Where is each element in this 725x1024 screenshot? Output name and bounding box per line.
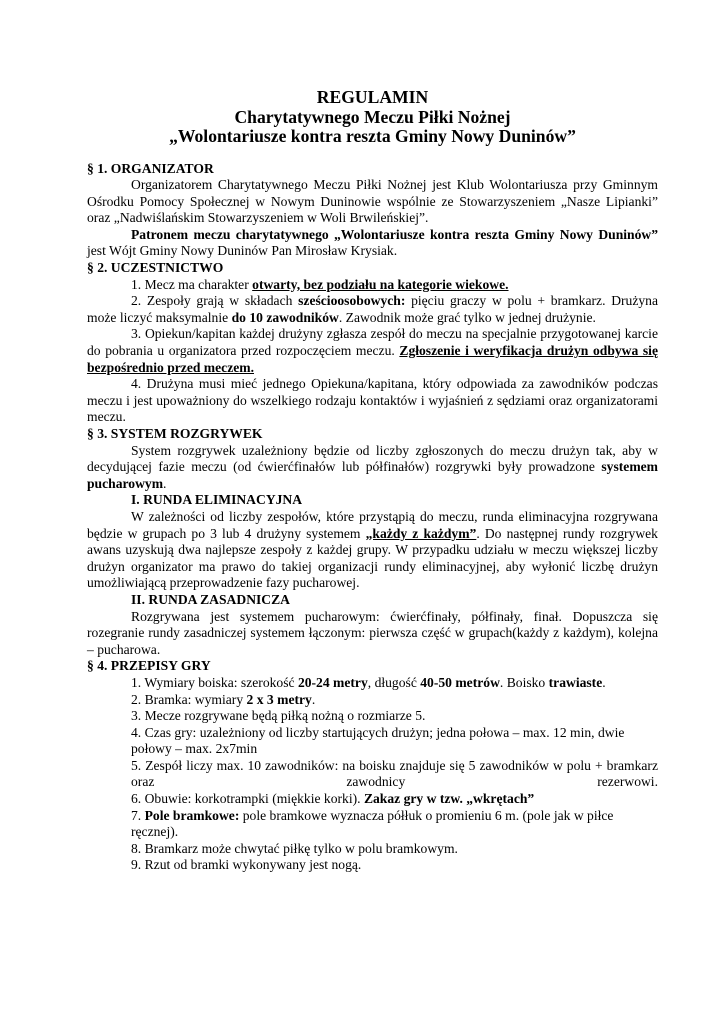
participation-item-2 xyxy=(87,293,658,326)
rules-item-3: 3. Mecze rozgrywane będą piłką nożną o rozmiarze 5. xyxy=(131,708,426,724)
item-text: pole bramkowe wyznacza półłuk o promieniu 6 m. (pole jak w piłce ręcznej). xyxy=(131,807,614,840)
item-emphasis: trawiaste xyxy=(548,674,603,690)
item-emphasis: do 10 zawodników xyxy=(231,309,339,325)
rules-item-2 xyxy=(87,692,658,709)
item-text: . xyxy=(602,674,606,690)
item-emphasis: Zgłoszenie i weryfikacja drużyn odbywa się bezpośrednio przed meczem. xyxy=(87,343,658,375)
item-emphasis: Zakaz gry w tzw. „wkrętach” xyxy=(363,791,535,807)
paragraph-emphasis: systemem pucharowym xyxy=(87,459,658,491)
item-text: 2. Zespoły grają w składach xyxy=(131,293,299,309)
item-emphasis: 40-50 metrów xyxy=(420,674,500,690)
participation-item-1 xyxy=(87,277,658,294)
participation-item-3 xyxy=(87,326,658,376)
item-emphasis: otwarty, bez podziału na kategorie wiekowe. xyxy=(252,276,509,292)
rules-item-8: 8. Bramkarz może chwytać piłkę tylko w polu bramkowym. xyxy=(131,840,458,856)
paragraph-text: . Do następnej rundy rozgrywek awans uzyskują dwa najlepsze zespoły z każdej grupy. W przypadku udziału w meczu większej liczby drużyn organizator ma prawo do takiej organizacji rundy eliminacyjnej, aby wyłonić liczbę drużyn umożliwiającą przeprowadzenie fazy pucharowej. xyxy=(87,525,658,591)
item-text: 6. Obuwie: korkotrampki (miękkie korki). xyxy=(131,791,364,807)
section-1-heading: § 1. ORGANIZATOR xyxy=(87,160,214,176)
item-emphasis: 20-24 metry xyxy=(297,674,368,690)
organizer-paragraph: Organizatorem Charytatywnego Meczu Piłki Nożnej jest Klub Wolontariusza przy Gminnym Ośrodku Pomocy Społecznej w Nowym Duninowie wspólnie ze Stowarzyszeniem „Nasze Lipianki” oraz „Nadwiślańskim Stowarzyszeniem w Woli Brwileńskiej”. xyxy=(87,177,658,226)
item-text: 1. Wymiary boiska: szerokość xyxy=(131,674,298,690)
main-round-heading: II. RUNDA ZASADNICZA xyxy=(131,591,290,607)
item-emphasis: Pole bramkowe: xyxy=(144,807,240,823)
regulation-document xyxy=(87,88,658,874)
item-text: 2. Bramka: wymiary xyxy=(131,691,247,707)
item-text: 7. xyxy=(131,807,145,823)
document-subtitle: Charytatywnego Meczu Piłki Nożnej xyxy=(234,106,511,127)
paragraph-text: . xyxy=(163,475,167,491)
rules-item-4: 4. Czas gry: uzależniony od liczby startujących drużyn; jedna połowa – max. 12 min, dwie połowy – max. 2x7min xyxy=(131,724,625,757)
rules-item-5: 5. Zespół liczy max. 10 zawodników: na boisku znajduje się 5 zawodników w polu + bramkarz oraz zawodnicy rezerwowi. xyxy=(131,757,658,790)
elimination-round-heading: I. RUNDA ELIMINACYJNA xyxy=(131,492,303,508)
item-text: , długość xyxy=(367,674,421,690)
elimination-round-paragraph xyxy=(87,509,658,592)
section-2-heading: § 2. UCZESTNICTWO xyxy=(87,260,224,276)
rules-item-6 xyxy=(87,791,658,808)
section-3-heading: § 3. SYSTEM ROZGRYWEK xyxy=(87,426,263,441)
participation-item-4: 4. Drużyna musi mieć jednego Opiekuna/kapitana, który odpowiada za zawodników podczas meczu i jest upoważniony do wszelkiego rodzaju kontaktów i wyjaśnień z sędziami oraz organizatorami meczu. xyxy=(87,376,658,425)
paragraph-text: System rozgrywek uzależniony będzie od liczby zgłoszonych do meczu drużyn tak, aby w decydującej fazie meczu (od ćwierćfinałów lub półfinałów) rozgrywki były prowadzone xyxy=(87,442,658,475)
rules-item-1 xyxy=(87,675,658,692)
item-text: 3. Opiekun/kapitan każdej drużyny zgłasza zespół do meczu na specjalnie przygotowanej karcie do pobrania u organizatora przed rozpoczęciem meczu. xyxy=(87,326,658,359)
main-round-paragraph: Rozgrywana jest systemem pucharowym: ćwierćfinały, półfinały, finał. Dopuszcza się rozegranie rundy zasadniczej systemem łączonym: pierwsza część w grupach(każdy z każdym), kolejna – pucharowa. xyxy=(87,608,658,657)
section-4-heading: § 4. PRZEPISY GRY xyxy=(87,658,211,674)
rules-item-9: 9. Rzut od bramki wykonywany jest nogą. xyxy=(131,857,362,873)
paragraph-text: W zależności od liczby zespołów, które przystąpią do meczu, runda eliminacyjna rozgrywana będzie w grupach po 3 lub 4 drużyny systemem xyxy=(87,508,658,541)
item-emphasis: 2 x 3 metry xyxy=(246,691,312,707)
document-title: REGULAMIN xyxy=(316,87,429,107)
patron-rest: jest Wójt Gminy Nowy Duninów Pan Mirosław Krysiak. xyxy=(87,243,398,259)
item-text: . Zawodnik może grać tylko w jednej drużynie. xyxy=(338,309,596,325)
patron-bold: Patronem meczu charytatywnego „Wolontariusze kontra reszta Gminy Nowy Duninów” xyxy=(131,226,658,242)
rules-item-7 xyxy=(87,808,658,841)
item-text: pięciu graczy w polu + bramkarz. Drużyna może liczyć maksymalnie xyxy=(87,293,658,325)
item-text: 1. Mecz ma charakter xyxy=(131,276,253,292)
item-text: . xyxy=(311,691,316,707)
tournament-system-paragraph xyxy=(87,443,658,493)
document-title-block xyxy=(87,88,658,147)
paragraph-emphasis: „każdy z każdym” xyxy=(365,525,477,541)
patron-paragraph xyxy=(87,227,658,260)
event-name: „Wolontariusze kontra reszta Gminy Nowy Duninów” xyxy=(169,126,576,146)
item-text: . Boisko xyxy=(499,674,549,690)
item-emphasis: sześcioosobowych: xyxy=(298,293,406,309)
